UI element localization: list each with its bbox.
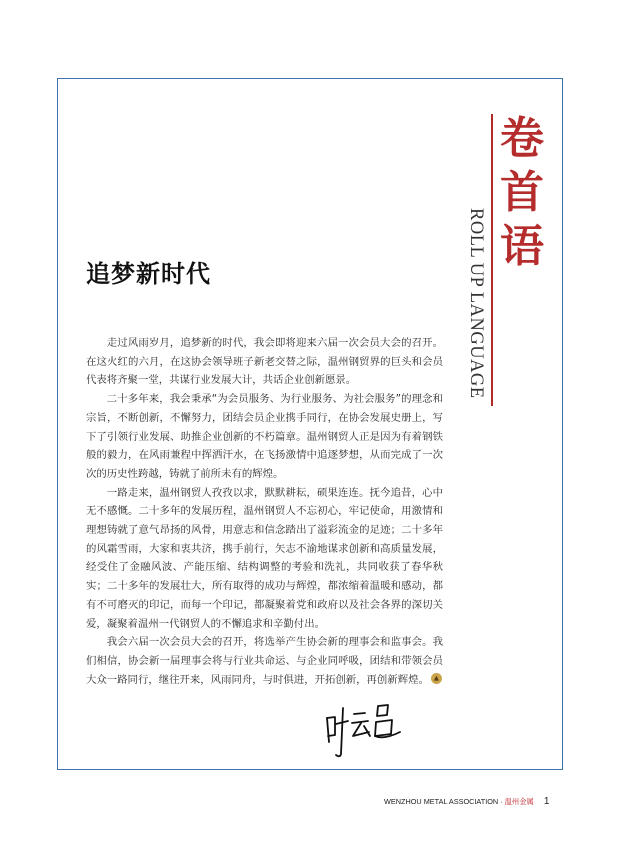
page-number: 1 bbox=[543, 796, 550, 807]
signature-icon bbox=[318, 688, 413, 760]
paragraph-text: 一路走来，温州钢贸人孜孜以求，默默耕耘，硕果连连。抚今追昔，心中无不感慨。二十多年的发展历程，温州钢贸人不忘初心，牢记使命，用激情和理想铸就了意气昂扬的风骨，用意志和信念踏出了溢彩流金的足迹；二十多年的风霜雪雨，大家和衷共济，携手前行，矢志不渝地谋求创新和高质量发展，经受住了金融风波、产能压缩、结构调整的考验和洗礼，共同收获了春华秋实；二十多年的发展壮大，所有取得的成功与辉煌，都浓缩着温暖和感动，都有不可磨灭的印记，而每一个印记，都凝聚着党和政府以及社会各界的深切关爱，凝聚着温州一代钢贸人的不懈追求和辛勤付出。 bbox=[86, 486, 443, 630]
article-paragraph bbox=[86, 484, 443, 634]
title-rule bbox=[491, 114, 493, 406]
footer-org-en: WENZHOU METAL ASSOCIATION bbox=[384, 797, 499, 806]
section-title-char: 首 bbox=[500, 167, 544, 218]
page-footer bbox=[384, 796, 549, 807]
author-signature bbox=[318, 688, 413, 764]
section-title-char: 语 bbox=[500, 221, 544, 272]
section-title-char: 卷 bbox=[500, 113, 544, 164]
article-paragraph bbox=[86, 334, 443, 390]
section-subtitle: ROLL UP LANGUAGE bbox=[466, 208, 486, 399]
paragraph-text: 二十多年来，我会秉承“为会员服务、为行业服务、为社会服务”的理念和宗旨，不断创新，不懈努力，团结会员企业携手同行，在协会发展史册上，写下了引领行业发展、助推企业创新的不朽篇章。温州钢贸人正是因为有着钢铁般的毅力，在风雨兼程中挥洒汗水，在飞扬激情中追逐梦想，从而完成了一次次的历史性跨越，铸就了前所未有的辉煌。 bbox=[86, 393, 443, 480]
end-mark-icon bbox=[431, 673, 442, 684]
article-paragraph bbox=[86, 633, 443, 689]
article-paragraph bbox=[86, 390, 443, 484]
article-headline: 追梦新时代 bbox=[86, 259, 211, 288]
footer-org-cn: 温州金属 bbox=[504, 797, 534, 806]
paragraph-text: 我会六届一次会员大会的召开，将选举产生协会新的理事会和监事会。我们相信，协会新一届理事会将与行业共命运、与企业同呼吸，团结和带领会员大众一路同行，继往开来，风雨同舟，与时俱进，开拓创新，再创新辉煌。 bbox=[86, 636, 443, 686]
footer-separator: · bbox=[500, 797, 503, 806]
article-body bbox=[86, 334, 443, 689]
paragraph-text: 走过风雨岁月，追梦新的时代，我会即将迎来六届一次会员大会的召开。在这火红的六月，在这协会领导班子新老交替之际，温州钢贸界的巨头和会员代表将齐聚一堂，共谋行业发展大计，共话企业创新愿景。 bbox=[86, 337, 443, 387]
section-title bbox=[498, 112, 546, 274]
